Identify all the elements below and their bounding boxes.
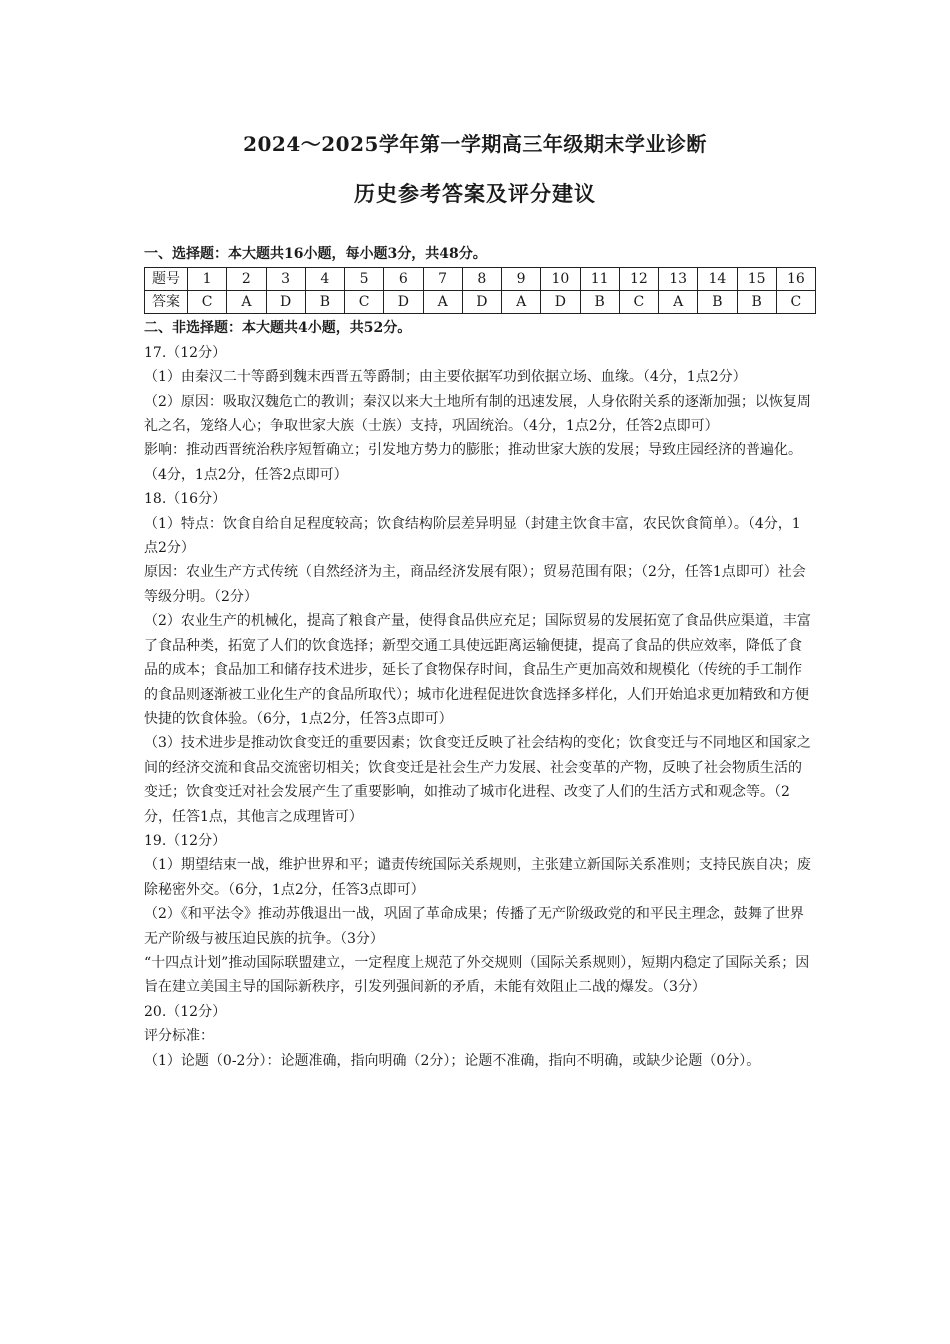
answer-cell: B <box>305 291 344 314</box>
answer-cell: D <box>541 291 580 314</box>
q20-criteria-1: （1）论题（0-2分）：论题准确，指向明确（2分）；论题不准确，指向不明确，或缺少论题（0分）。 <box>144 1052 761 1069</box>
q19-part1: （1）期望结束一战，维护世界和平；谴责传统国际关系规则，主张建立新国际关系准则；支持民族自决；废除秘密外交。（6分，1点2分，任答3点即可） <box>144 857 811 898</box>
question-number: 13 <box>659 268 698 291</box>
section2-heading: 二、非选择题：本大题共4小题，共52分。 <box>144 320 412 337</box>
answer-cell: B <box>698 291 737 314</box>
q17-part2-impact: 影响：推动西晋统治秩序短暂确立；引发地方势力的膨胀；推动世家大族的发展；导致庄园经济的普遍化。（4分，1点2分，任答2点即可） <box>144 442 802 483</box>
answer-cell: A <box>423 291 462 314</box>
question-number: 7 <box>423 268 462 291</box>
q19-part2-fourteen-points: “十四点计划”推动国际联盟建立，一定程度上规范了外交规则（国际关系规则），短期内稳定了国际关系；因旨在建立美国主导的国际新秩序，引发列强间新的矛盾，未能有效阻止二战的爆发。（3分） <box>144 954 810 996</box>
row-label-answer: 答案 <box>145 291 188 314</box>
q20-criteria-label: 评分标准： <box>144 1028 214 1045</box>
q20-heading: 20.（12分） <box>144 1003 227 1020</box>
q18-part2: （2）农业生产的机械化，提高了粮食产量，使得食品供应充足；国际贸易的发展拓宽了食品供应渠道，丰富了食品种类，拓宽了人们的饮食选择；新型交通工具使远距离运输便捷，提高了食品的供应效率，降低了食品的成本；食品加工和储存技术进步，延长了食物保存时间，食品生产更加高效和规模化（传统的手工制作的食品则逐渐被工业化生产的食品所取代）；城市化进程促进饮食选择多样化，人们开始追求更加精致和方便快捷的饮食体验。（6分，1点2分，任答3点即可） <box>144 613 811 727</box>
q18-part1-cause: 原因：农业生产方式传统（自然经济为主，商品经济发展有限）；贸易范围有限；（2分，任答1点即可）社会等级分明。（2分） <box>144 564 806 605</box>
answer-cell: B <box>580 291 619 314</box>
q18-part3: （3）技术进步是推动饮食变迁的重要因素；饮食变迁反映了社会结构的变化；饮食变迁与不同地区和国家之间的经济交流和食品交流密切相关；饮食变迁是社会生产力发展、社会变革的产物，反映了社会物质生活的变迁；饮食变迁对社会发展产生了重要影响，如推动了城市化进程、改变了人们的生活方式和观念等。（2分，任答1点，其他言之成理皆可） <box>144 735 811 825</box>
answer-cell: C <box>345 291 384 314</box>
question-number: 11 <box>580 268 619 291</box>
section1-heading: 一、选择题：本大题共16小题，每小题3分，共48分。 <box>144 246 487 262</box>
question-number: 4 <box>305 268 344 291</box>
row-label-number: 题号 <box>145 268 188 291</box>
question-number: 8 <box>462 268 501 291</box>
question-number: 5 <box>345 268 384 291</box>
answer-table <box>144 267 816 314</box>
answer-cell: D <box>384 291 423 314</box>
answer-cell: C <box>619 291 658 314</box>
answer-table-answer-row <box>145 291 816 314</box>
question-number: 16 <box>776 268 815 291</box>
question-number: 3 <box>266 268 305 291</box>
question-number: 14 <box>698 268 737 291</box>
q19-part2: （2）《和平法令》推动苏俄退出一战，巩固了革命成果；传播了无产阶级政党的和平民主理念，鼓舞了世界无产阶级与被压迫民族的抗争。（3分） <box>144 906 804 947</box>
answer-cell: C <box>188 291 227 314</box>
document-title: 2024～2025学年第一学期高三年级期末学业诊断 <box>243 132 707 156</box>
answer-cell: D <box>462 291 501 314</box>
q19-heading: 19.（12分） <box>144 832 227 849</box>
q17-part1: （1）由秦汉二十等爵到魏末西晋五等爵制；由主要依据军功到依据立场、血缘。（4分，1点2分） <box>144 369 747 386</box>
q17-part2-cause: （2）原因：吸取汉魏危亡的教训；秦汉以来大土地所有制的迅速发展，人身依附关系的逐渐加强；以恢复周礼之名，笼络人心；争取世家大族（士族）支持，巩固统治。（4分，1点2分，任答2点即可） <box>144 393 811 435</box>
question-number: 6 <box>384 268 423 291</box>
document-body <box>144 242 812 1073</box>
answer-cell: D <box>266 291 305 314</box>
question-number: 1 <box>188 268 227 291</box>
question-number: 9 <box>502 268 541 291</box>
answer-cell: A <box>227 291 266 314</box>
answer-cell: C <box>776 291 815 314</box>
question-number: 15 <box>737 268 776 291</box>
q18-heading: 18.（16分） <box>144 491 227 508</box>
answer-cell: B <box>737 291 776 314</box>
q17-heading: 17.（12分） <box>144 344 227 361</box>
question-number: 12 <box>619 268 658 291</box>
document-subtitle: 历史参考答案及评分建议 <box>354 181 596 206</box>
question-number: 2 <box>227 268 266 291</box>
answer-cell: A <box>659 291 698 314</box>
answer-table-number-row <box>145 268 816 291</box>
q18-part1-feature: （1）特点：饮食自给自足程度较高；饮食结构阶层差异明显（封建主饮食丰富，农民饮食简单）。（4分，1点2分） <box>144 515 801 557</box>
question-number: 10 <box>541 268 580 291</box>
answer-cell: A <box>502 291 541 314</box>
